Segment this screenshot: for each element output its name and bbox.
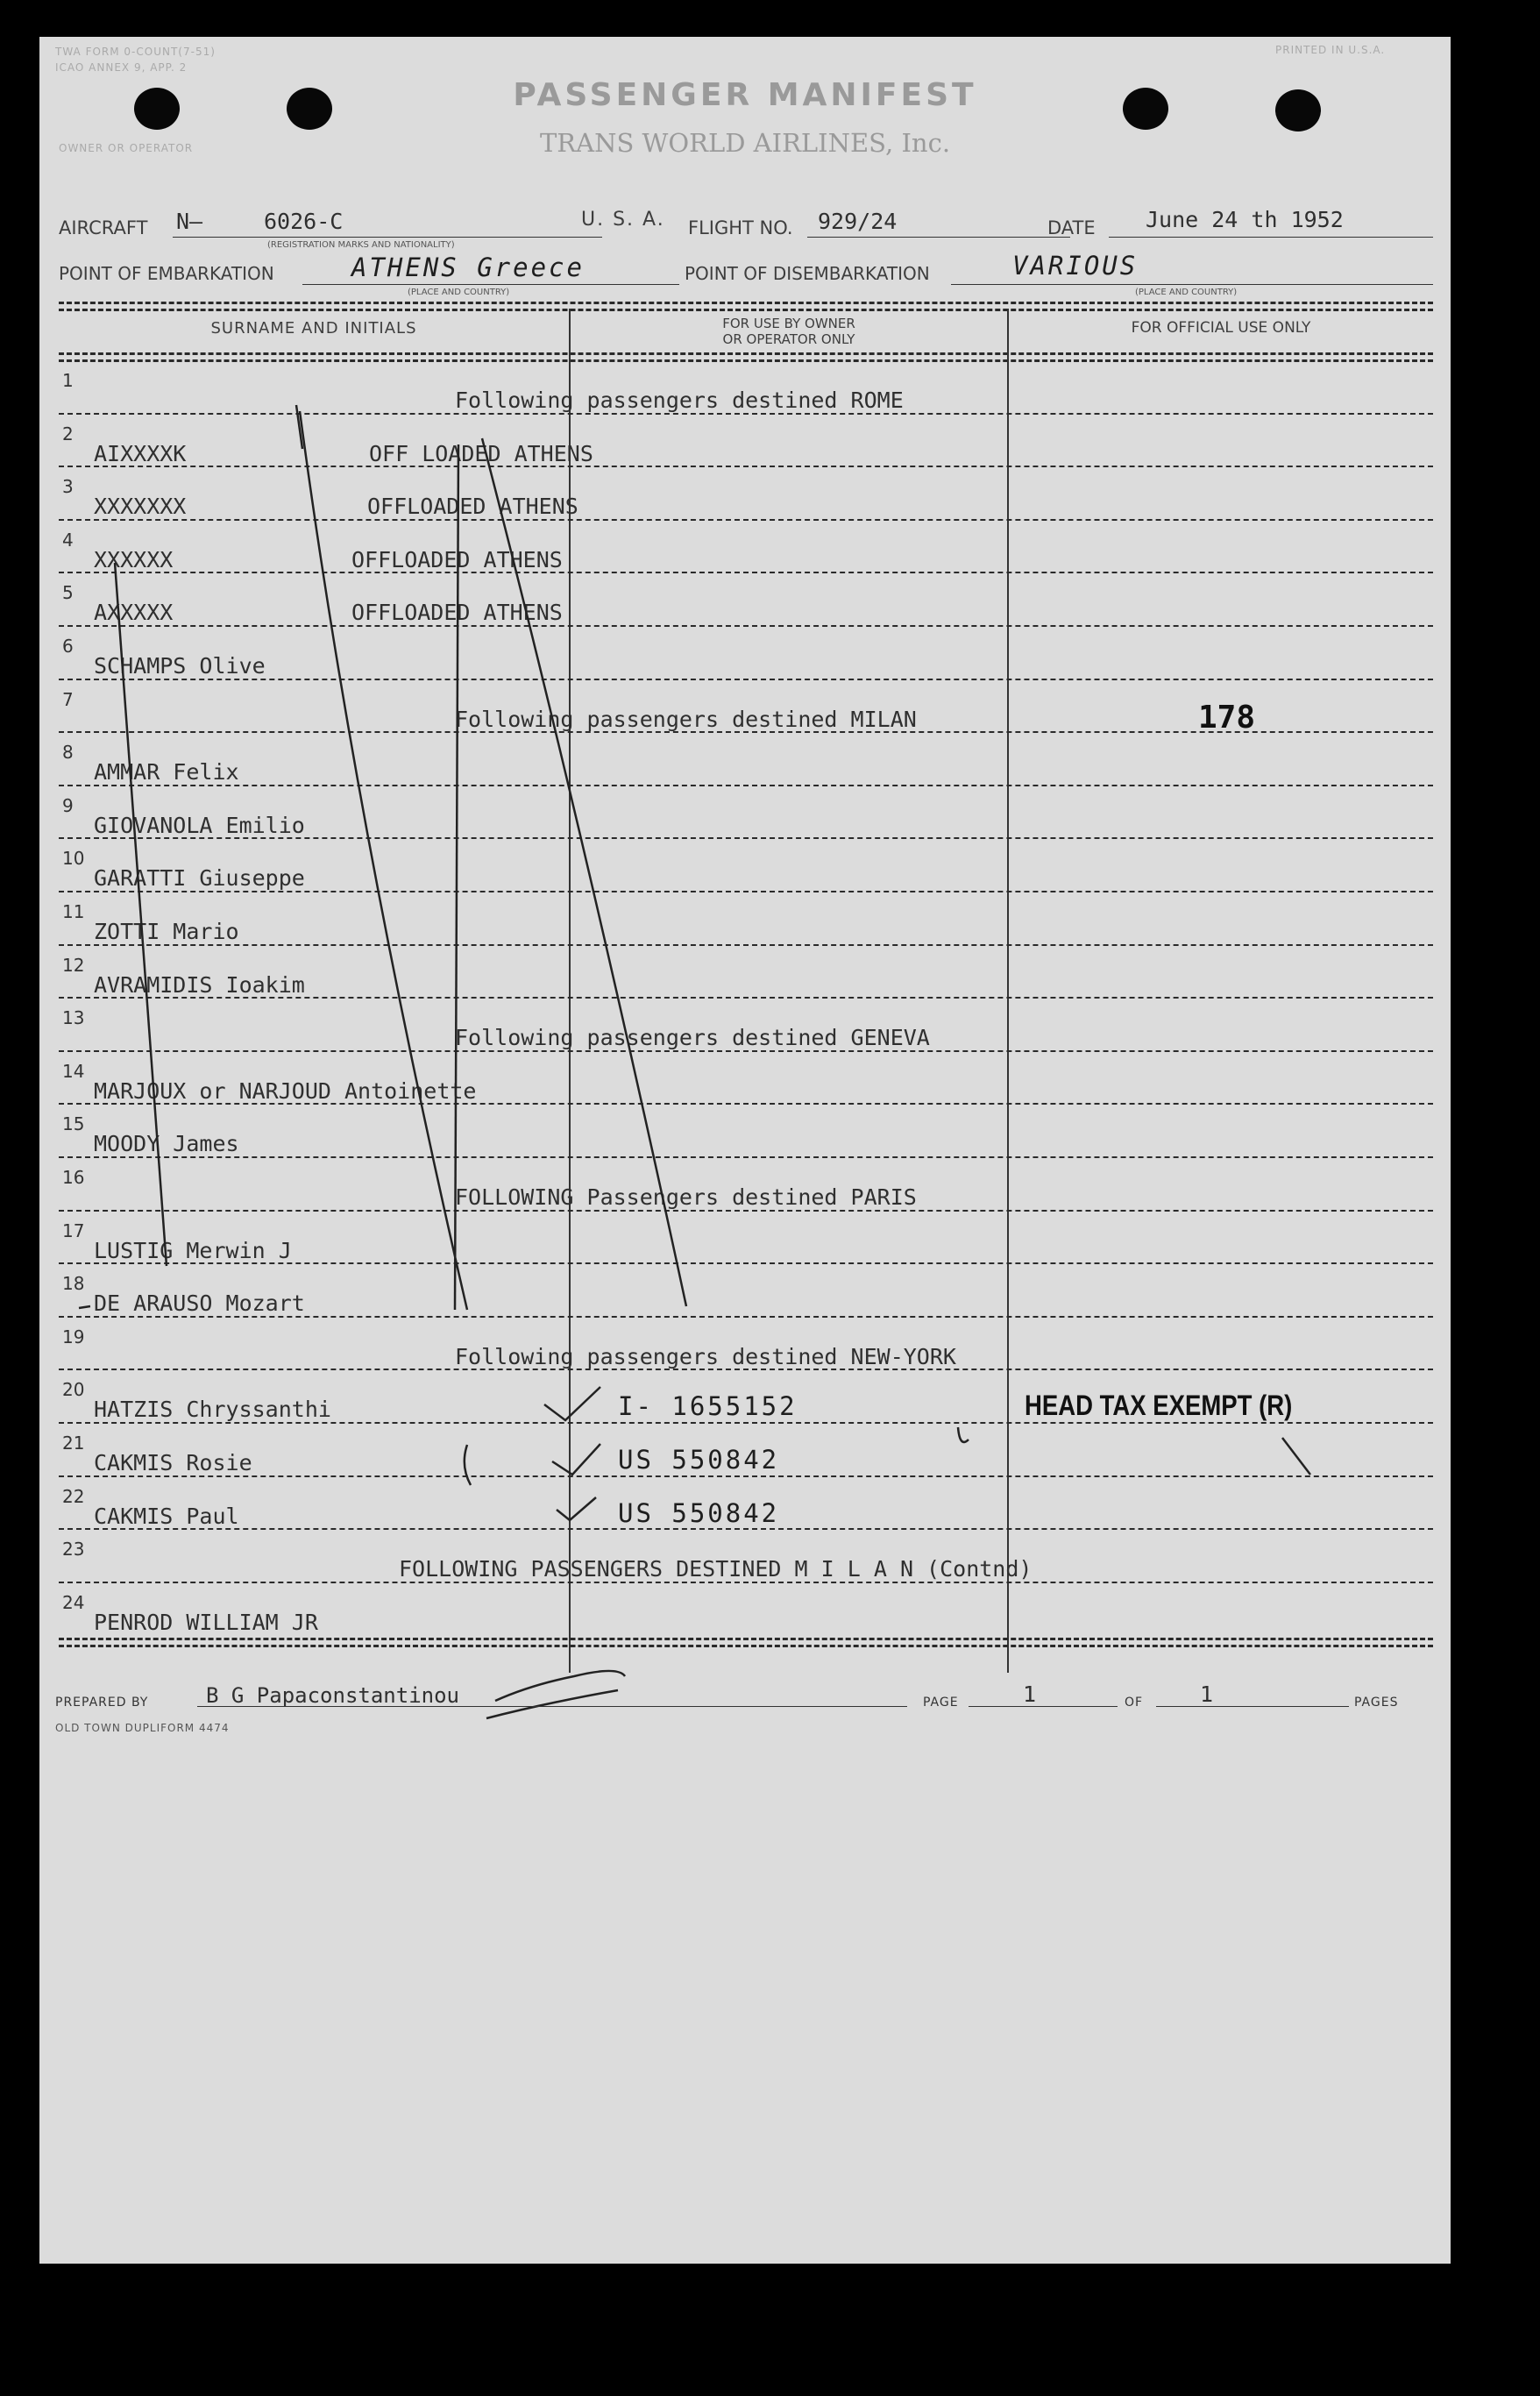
row-number: 13 xyxy=(62,1007,85,1029)
handwritten-marks xyxy=(39,37,1451,2264)
flight-label: FLIGHT NO. xyxy=(688,217,793,238)
aircraft-label: AIRCRAFT xyxy=(59,217,148,238)
col-surname: SURNAME AND INITIALS xyxy=(210,319,417,338)
row-note: OFF LOADED ATHENS xyxy=(369,440,593,466)
passenger-surname: DE ARAUSO Mozart xyxy=(94,1290,305,1317)
nationality: U. S. A. xyxy=(581,209,665,231)
aircraft-registration: 6026-C xyxy=(264,209,344,234)
row-number: 4 xyxy=(62,529,74,551)
row-note: Following passengers destined GENEVA xyxy=(455,1025,930,1051)
official-number: 178 xyxy=(1198,699,1256,736)
form-code: TWA FORM 0-COUNT(7-51) xyxy=(55,46,216,58)
row-number: 1 xyxy=(62,370,74,391)
aircraft-prefix: N— xyxy=(176,209,203,234)
passenger-surname: AVRAMIDIS Ioakim xyxy=(94,971,305,998)
row-number: 11 xyxy=(62,901,85,922)
passenger-surname: CAKMIS Rosie xyxy=(94,1450,252,1475)
pages-label: PAGES xyxy=(1354,1696,1399,1710)
col-official: FOR OFFICIAL USE ONLY xyxy=(1131,319,1311,337)
embark-sub: (PLACE AND COUNTRY) xyxy=(408,288,510,297)
passenger-surname: XXXXXXX xyxy=(94,494,187,520)
owner-ref: US 550842 xyxy=(618,1445,780,1475)
page-number: 1 xyxy=(1023,1681,1037,1707)
row-number: 12 xyxy=(62,954,85,976)
col-owner-use-2: OR OPERATOR ONLY xyxy=(722,331,855,347)
of-label: OF xyxy=(1125,1696,1144,1710)
date-label: DATE xyxy=(1047,217,1096,238)
row-number: 22 xyxy=(62,1485,85,1507)
row-number: 3 xyxy=(62,476,74,498)
row-note: Following passengers destined MILAN xyxy=(455,706,917,732)
embark-label: POINT OF EMBARKATION xyxy=(59,263,274,284)
row-note: OFFLOADED ATHENS xyxy=(351,600,563,626)
col-owner-use-1: FOR USE BY OWNER xyxy=(722,316,855,331)
row-note: FOLLOWING Passengers destined PARIS xyxy=(455,1184,917,1210)
row-number: 17 xyxy=(62,1219,85,1241)
prepared-label: PREPARED BY xyxy=(55,1696,149,1710)
passenger-surname: LUSTIG Merwin J xyxy=(94,1237,292,1263)
passenger-surname: CAKMIS Paul xyxy=(94,1503,239,1529)
passenger-surname: MOODY James xyxy=(94,1131,239,1157)
prepared-by: B G Papaconstantinou xyxy=(206,1683,459,1708)
disembark-sub: (PLACE AND COUNTRY) xyxy=(1135,288,1238,297)
printer-mark: OLD TOWN DUPLIFORM 4474 xyxy=(55,1722,230,1734)
registration-sub: (REGISTRATION MARKS AND NATIONALITY) xyxy=(267,240,455,250)
disembark-point: VARIOUS xyxy=(1012,251,1139,281)
row-number: 6 xyxy=(62,636,74,657)
flight-number: 929/24 xyxy=(818,209,898,234)
row-number: 8 xyxy=(62,742,74,764)
passenger-surname: MARJOUX or NARJOUD Antoinette xyxy=(94,1077,477,1104)
manifest-sheet xyxy=(39,37,1451,2264)
page-title: PASSENGER MANIFEST xyxy=(513,77,977,113)
passenger-surname: ZOTTI Mario xyxy=(94,919,239,944)
row-number: 24 xyxy=(62,1591,85,1613)
passenger-surname: GARATTI Giuseppe xyxy=(94,865,305,892)
row-number: 7 xyxy=(62,688,74,710)
owner-ref: I- 1655152 xyxy=(618,1391,798,1422)
passenger-surname: AIXXXXK xyxy=(94,440,187,466)
row-number: 21 xyxy=(62,1433,85,1454)
owner-operator-label: OWNER OR OPERATOR xyxy=(59,142,194,154)
passenger-surname: AMMAR Felix xyxy=(94,759,239,786)
flight-date: June 24 th 1952 xyxy=(1146,207,1344,232)
owner-ref: US 550842 xyxy=(618,1497,780,1528)
passenger-surname: AXXXXX xyxy=(94,600,174,626)
row-number: 5 xyxy=(62,582,74,604)
row-note: OFFLOADED ATHENS xyxy=(351,546,563,572)
disembark-label: POINT OF DISEMBARKATION xyxy=(685,263,930,284)
row-number: 16 xyxy=(62,1167,85,1188)
row-number: 2 xyxy=(62,423,74,444)
printed-in: PRINTED IN U.S.A. xyxy=(1275,44,1386,56)
row-note: FOLLOWING PASSENGERS DESTINED M I L A N (Contnd) xyxy=(399,1556,1033,1582)
row-number: 19 xyxy=(62,1326,85,1347)
passenger-surname: XXXXXX xyxy=(94,546,174,572)
row-number: 20 xyxy=(62,1379,85,1401)
row-number: 23 xyxy=(62,1539,85,1561)
official-stamp: HEAD TAX EXEMPT (R) xyxy=(1025,1390,1293,1422)
row-number: 10 xyxy=(62,848,85,870)
passenger-surname: PENROD WILLIAM JR xyxy=(94,1609,318,1635)
page-label: PAGE xyxy=(923,1696,959,1710)
row-number: 15 xyxy=(62,1113,85,1135)
row-note: Following passengers destined NEW-YORK xyxy=(455,1343,956,1369)
row-number: 14 xyxy=(62,1060,85,1082)
row-note: OFFLOADED ATHENS xyxy=(367,494,578,520)
form-annex: ICAO ANNEX 9, APP. 2 xyxy=(55,61,188,74)
passenger-surname: GIOVANOLA Emilio xyxy=(94,812,305,838)
embark-point: ATHENS Greece xyxy=(351,252,585,282)
passenger-surname: SCHAMPS Olive xyxy=(94,653,266,679)
row-number: 18 xyxy=(62,1273,85,1295)
passenger-surname: HATZIS Chryssanthi xyxy=(94,1397,331,1423)
airline-name: TRANS WORLD AIRLINES, Inc. xyxy=(539,128,951,158)
row-number: 9 xyxy=(62,794,74,816)
row-note: Following passengers destined ROME xyxy=(455,387,904,413)
page-total: 1 xyxy=(1200,1681,1214,1707)
